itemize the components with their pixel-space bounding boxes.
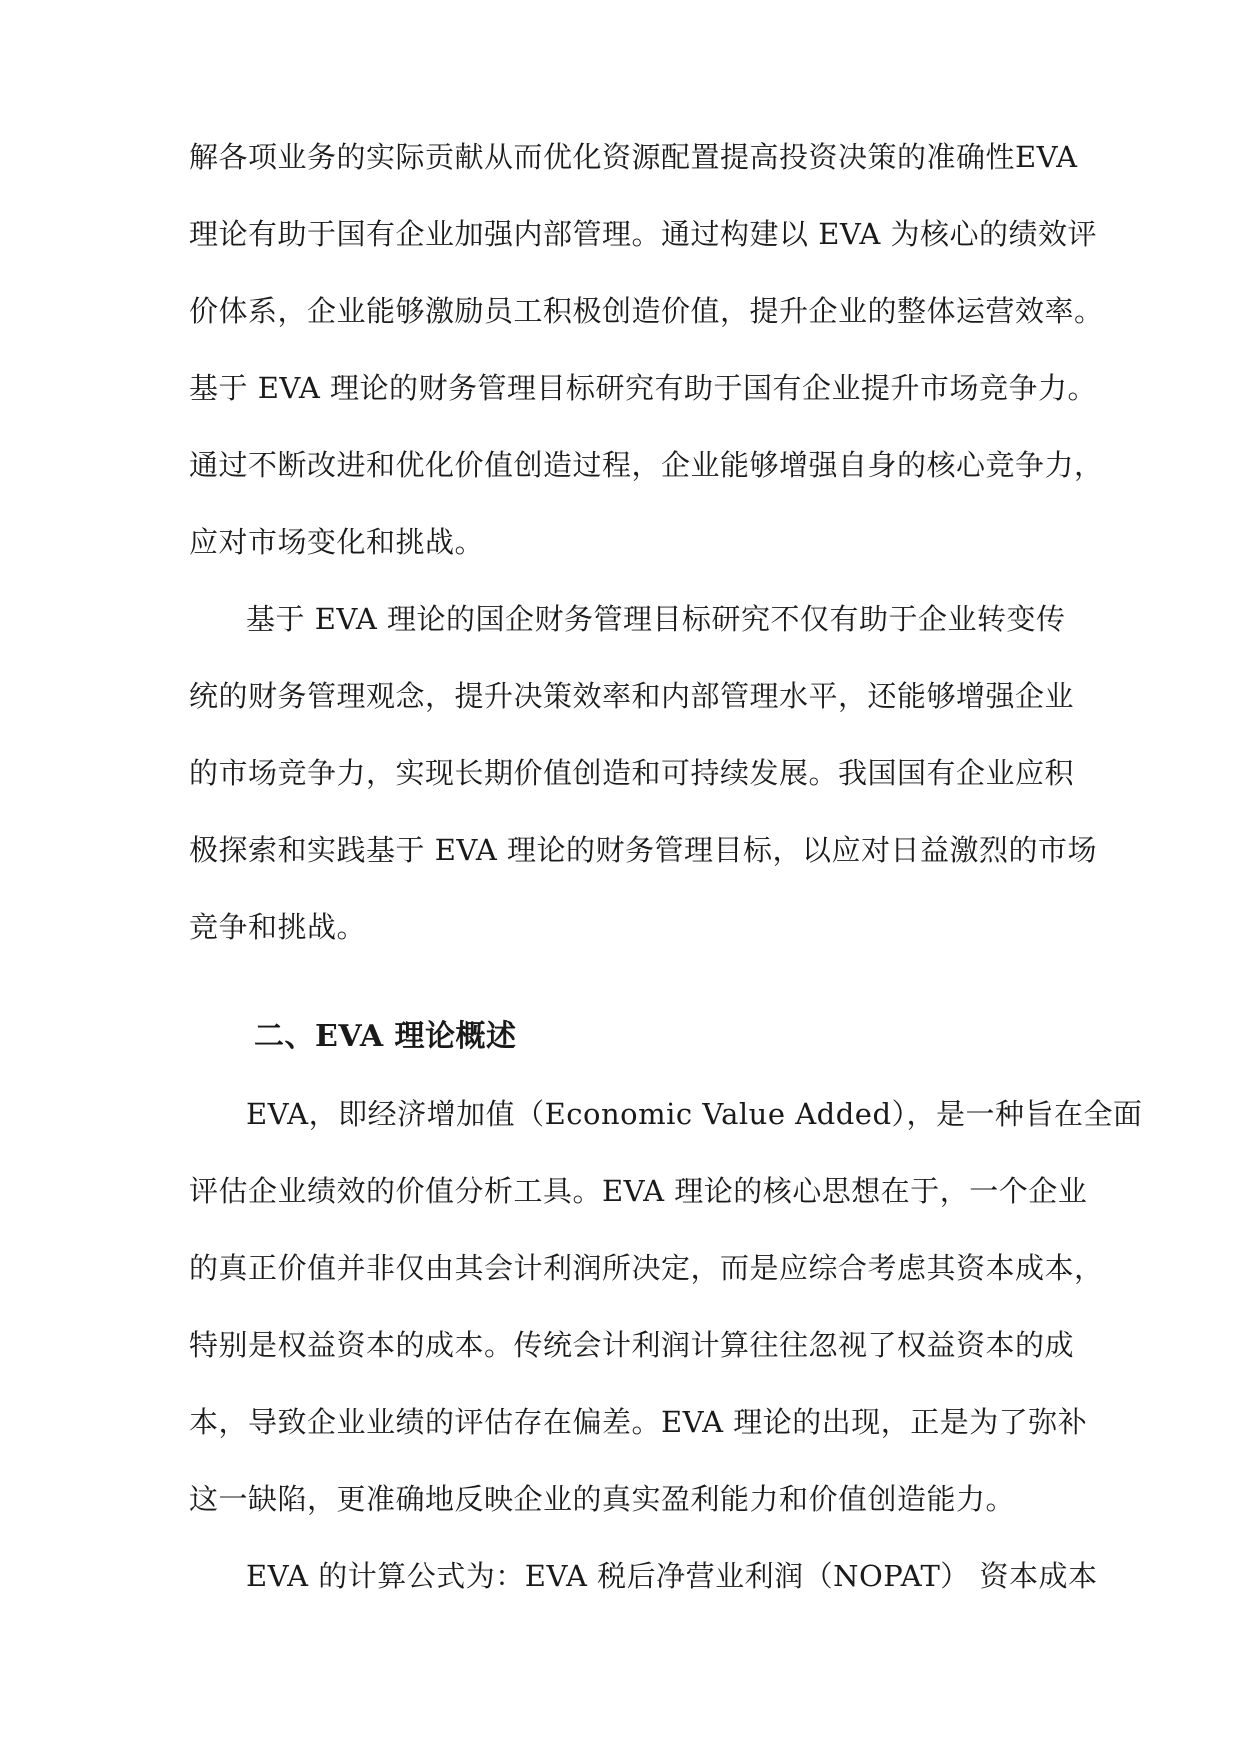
- paragraph-line: 应对市场变化和挑战。: [189, 525, 485, 559]
- paragraph-line: 极探索和实践基于 EVA 理论的财务管理目标，以应对日益激烈的市场: [189, 833, 1098, 867]
- paragraph-line: EVA 的计算公式为：EVA 税后净营业利润（NOPAT） 资本成本: [246, 1559, 1098, 1593]
- paragraph-line: 通过不断改进和优化价值创造过程，企业能够增强自身的核心竞争力，: [189, 448, 1104, 482]
- paragraph-line: 这一缺陷，更准确地反映企业的真实盈利能力和价值创造能力。: [189, 1482, 1016, 1516]
- paragraph-line: 本，导致企业业绩的评估存在偏差。EVA 理论的出现，正是为了弥补: [189, 1405, 1088, 1439]
- section-heading: 二、EVA 理论概述: [254, 1019, 517, 1054]
- paragraph-line: 特别是权益资本的成本。传统会计利润计算往往忽视了权益资本的成: [189, 1328, 1075, 1362]
- paragraph-line: 理论有助于国有企业加强内部管理。通过构建以 EVA 为核心的绩效评: [189, 217, 1098, 251]
- paragraph-line: 的市场竞争力，实现长期价值创造和可持续发展。我国国有企业应积: [189, 756, 1075, 790]
- paragraph-line: EVA，即经济增加值（Economic Value Added），是一种旨在全面: [246, 1097, 1143, 1131]
- paragraph-line: 解各项业务的实际贡献从而优化资源配置提高投资决策的准确性EVA: [189, 140, 1078, 174]
- paragraph-line: 统的财务管理观念，提升决策效率和内部管理水平，还能够增强企业: [189, 679, 1075, 713]
- paragraph-line: 竞争和挑战。: [189, 910, 367, 944]
- paragraph-line: 评估企业绩效的价值分析工具。EVA 理论的核心思想在于，一个企业: [189, 1174, 1088, 1208]
- paragraph-line: 价体系，企业能够激励员工积极创造价值，提升企业的整体运营效率。: [189, 294, 1104, 328]
- paragraph-line: 基于 EVA 理论的国企财务管理目标研究不仅有助于企业转变传: [246, 602, 1066, 636]
- paragraph-line: 的真正价值并非仅由其会计利润所决定，而是应综合考虑其资本成本，: [189, 1251, 1104, 1285]
- paragraph-line: 基于 EVA 理论的财务管理目标研究有助于国有企业提升市场竞争力。: [189, 371, 1098, 405]
